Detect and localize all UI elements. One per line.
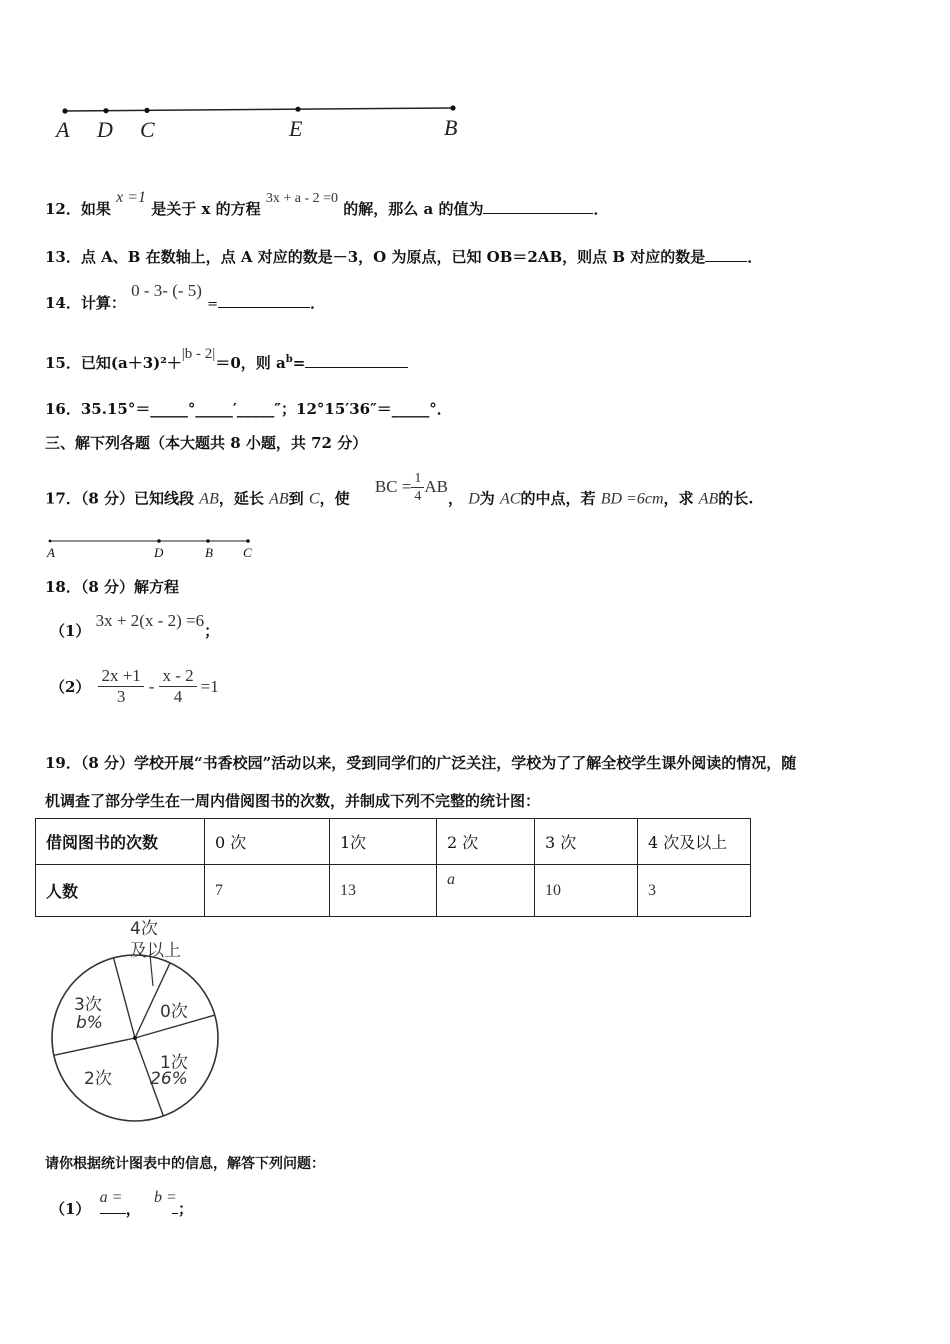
q14-expression: 0 - 3- (- 5) — [131, 281, 202, 300]
q15-text2: ＝0，则 a — [215, 354, 286, 372]
q17-text-9: 的长. — [718, 489, 754, 508]
fig2-label-d: D — [154, 545, 164, 560]
q12-eq2: 3x + a - 2 =0 — [265, 191, 339, 206]
q19-number: 19． — [45, 754, 81, 772]
point-b — [450, 105, 455, 110]
q13-number: 13． — [45, 248, 81, 266]
q13-text: 点 A、B 在数轴上，点 A 对应的数是－3，O 为原点，已知 OB＝2AB，则点 B 对应的数是 — [80, 248, 706, 266]
q18-number: 18． — [45, 578, 81, 596]
segment-ab — [65, 108, 453, 111]
q17-frac-den: 4 — [414, 489, 422, 504]
question-18 — [45, 576, 179, 597]
pie-boundary-3-4 — [114, 958, 136, 1038]
question-13 — [45, 246, 762, 267]
q14-text: 计算： — [80, 294, 126, 312]
q18-part-1 — [50, 610, 220, 640]
table-cell: 1次 — [330, 819, 437, 865]
q18-p1-label: （1） — [50, 622, 91, 640]
q17-text-7: 的中点，若 — [520, 489, 596, 508]
q17-c: C — [308, 490, 320, 508]
table-cell: 0 次 — [205, 819, 330, 865]
q17-bc: BC = — [374, 476, 412, 496]
question-15 — [45, 346, 408, 373]
q17-fraction — [411, 470, 424, 505]
q15-number: 15． — [45, 354, 81, 372]
question-16 — [45, 398, 452, 419]
q18-score: （8 分） — [80, 578, 135, 596]
figure-line-adceb — [55, 95, 475, 150]
q18-frac-2 — [159, 666, 196, 707]
q17-frac-num: 1 — [411, 470, 424, 488]
table-cell: 人数 — [36, 865, 205, 917]
q18-part-2 — [50, 666, 219, 707]
fig2-label-b: B — [205, 545, 213, 560]
q19-prompt: 请你根据统计图表中的信息，解答下列问题： — [45, 1156, 325, 1172]
point-e — [295, 107, 300, 112]
q12-text3: 的解，那么 a 的值为 — [343, 200, 484, 218]
q18-semi: ； — [204, 622, 220, 640]
q17-ab-2: AB — [269, 490, 289, 508]
q17-text-4: ，使 — [319, 489, 350, 508]
q17-score: （8 分） — [80, 489, 135, 508]
point-c — [144, 108, 149, 113]
q17-text-6: 为 — [479, 489, 495, 508]
pie-label-4-plus-line2: 及以上 — [130, 941, 181, 961]
q17-ab-1: AB — [199, 490, 219, 508]
q18-p2-label: （2） — [50, 678, 91, 696]
q17-number: 17． — [45, 489, 81, 508]
q13-answer-blank[interactable] — [705, 247, 747, 262]
q14-number: 14． — [45, 294, 81, 312]
q15-sup: b — [285, 354, 293, 365]
q18-frac2-den: 4 — [173, 687, 183, 706]
q17-ab-3: AB — [424, 476, 448, 496]
table-cell: a — [437, 865, 535, 917]
pie-boundary-2-3 — [54, 1038, 135, 1055]
section-title: 三、解下列各题（本大题共 8 小题，共 72 分） — [45, 434, 368, 452]
q17-text-1: 已知线段 — [134, 489, 195, 508]
point-b2 — [206, 539, 210, 543]
q17-text-3: 到 — [288, 489, 304, 508]
question-19-line-1 — [45, 752, 796, 773]
point-d2 — [157, 539, 161, 543]
q12-end: ． — [593, 200, 609, 218]
q12-eq1: x =1 — [116, 189, 147, 206]
q14-equals: = — [207, 297, 219, 312]
q19-score: （8 分） — [80, 754, 135, 772]
q18-frac-1 — [98, 666, 143, 707]
pie-value-1: 26% — [150, 1069, 188, 1089]
q12-number: 12． — [45, 200, 81, 218]
table-cell: 4 次及以上 — [638, 819, 751, 865]
q12-answer-blank[interactable] — [483, 199, 593, 214]
table-row — [36, 819, 751, 865]
q18-equals-one: =1 — [200, 676, 219, 696]
q18-eq1: 3x + 2(x - 2) =6 — [95, 611, 205, 630]
label-b: B — [444, 115, 458, 140]
q17-d: D — [468, 490, 480, 508]
q12-text2: 是关于 x 的方程 — [151, 200, 261, 218]
point-a — [62, 108, 67, 113]
fig2-label-a: A — [47, 545, 55, 560]
point-d — [103, 108, 108, 113]
q18-minus: - — [148, 676, 155, 696]
q13-end: ． — [747, 248, 763, 266]
q14-answer-blank[interactable] — [218, 293, 310, 308]
table-cell: 7 — [205, 865, 330, 917]
point-c2 — [246, 539, 250, 543]
table-cell: 3 — [638, 865, 751, 917]
table-cell: 13 — [330, 865, 437, 917]
pie-value-3: b% — [76, 1013, 103, 1033]
figure-line-adbc — [45, 535, 260, 549]
point-a2 — [49, 540, 52, 543]
q18-title: 解方程 — [134, 578, 180, 596]
q19-b-eq: b = — [153, 1189, 177, 1206]
q17-ac: AC — [500, 490, 521, 508]
question-19-line-2: 机调查了部分学生在一周内借阅图书的次数，并制成下列不完整的统计图： — [45, 792, 541, 810]
table-cell: 3 次 — [535, 819, 638, 865]
q19-line1: 学校开展“书香校园”活动以来，受到同学们的广泛关注，学校为了了解全校学生课外阅读的情况，随 — [134, 754, 797, 772]
q19-a-blank[interactable] — [100, 1199, 126, 1214]
q19-semi: ； — [177, 1200, 193, 1218]
label-e: E — [289, 116, 303, 141]
q15-text3: = — [292, 354, 306, 372]
question-17 — [45, 471, 754, 517]
q19-a-eq: a = — [99, 1189, 123, 1206]
pie-label-0: 0次 — [160, 1002, 188, 1022]
q18-frac2-num: x - 2 — [159, 666, 196, 687]
fig2-label-c: C — [243, 545, 252, 560]
question-12 — [45, 189, 609, 219]
q12-text1: 如果 — [80, 200, 111, 218]
pie-label-4-plus-line1: 4次 — [130, 919, 158, 939]
label-c: C — [140, 117, 155, 142]
q19-sub1-label: （1） — [50, 1200, 91, 1218]
q15-text1: 已知(a＋3)²＋ — [80, 354, 182, 372]
q16-text: 35.15°＝_____°_____′_____″；12°15′36″＝_____°． — [80, 400, 452, 418]
q15-answer-blank[interactable] — [305, 353, 408, 368]
q17-bd: BD =6cm — [600, 490, 664, 508]
table-cell: 借阅图书的次数 — [36, 819, 205, 865]
question-14 — [45, 281, 326, 313]
stats-table — [35, 818, 751, 917]
q15-abs-expr: |b - 2| — [181, 346, 216, 362]
label-d: D — [97, 117, 113, 142]
q18-frac1-num: 2x +1 — [98, 666, 143, 687]
pie-label-3: 3次 — [74, 995, 102, 1015]
q17-text-8: ，求 — [663, 489, 694, 508]
pie-label-2: 2次 — [84, 1069, 112, 1089]
q17-text-2: ，延长 — [218, 489, 264, 508]
q19-subquestion-1 — [50, 1186, 193, 1218]
table-cell: 10 — [535, 865, 638, 917]
q14-end: ． — [310, 294, 326, 312]
q17-ab-4: AB — [698, 490, 719, 508]
table-row — [36, 865, 751, 917]
pie-label-1: 1次 — [160, 1053, 188, 1073]
pie-center — [133, 1036, 137, 1040]
q16-number: 16． — [45, 400, 81, 418]
table-cell: 2 次 — [437, 819, 535, 865]
q19-comma: ， — [125, 1200, 141, 1218]
label-a: A — [56, 117, 70, 142]
q17-text-5: ， — [447, 489, 463, 508]
q18-frac1-den: 3 — [116, 687, 126, 706]
